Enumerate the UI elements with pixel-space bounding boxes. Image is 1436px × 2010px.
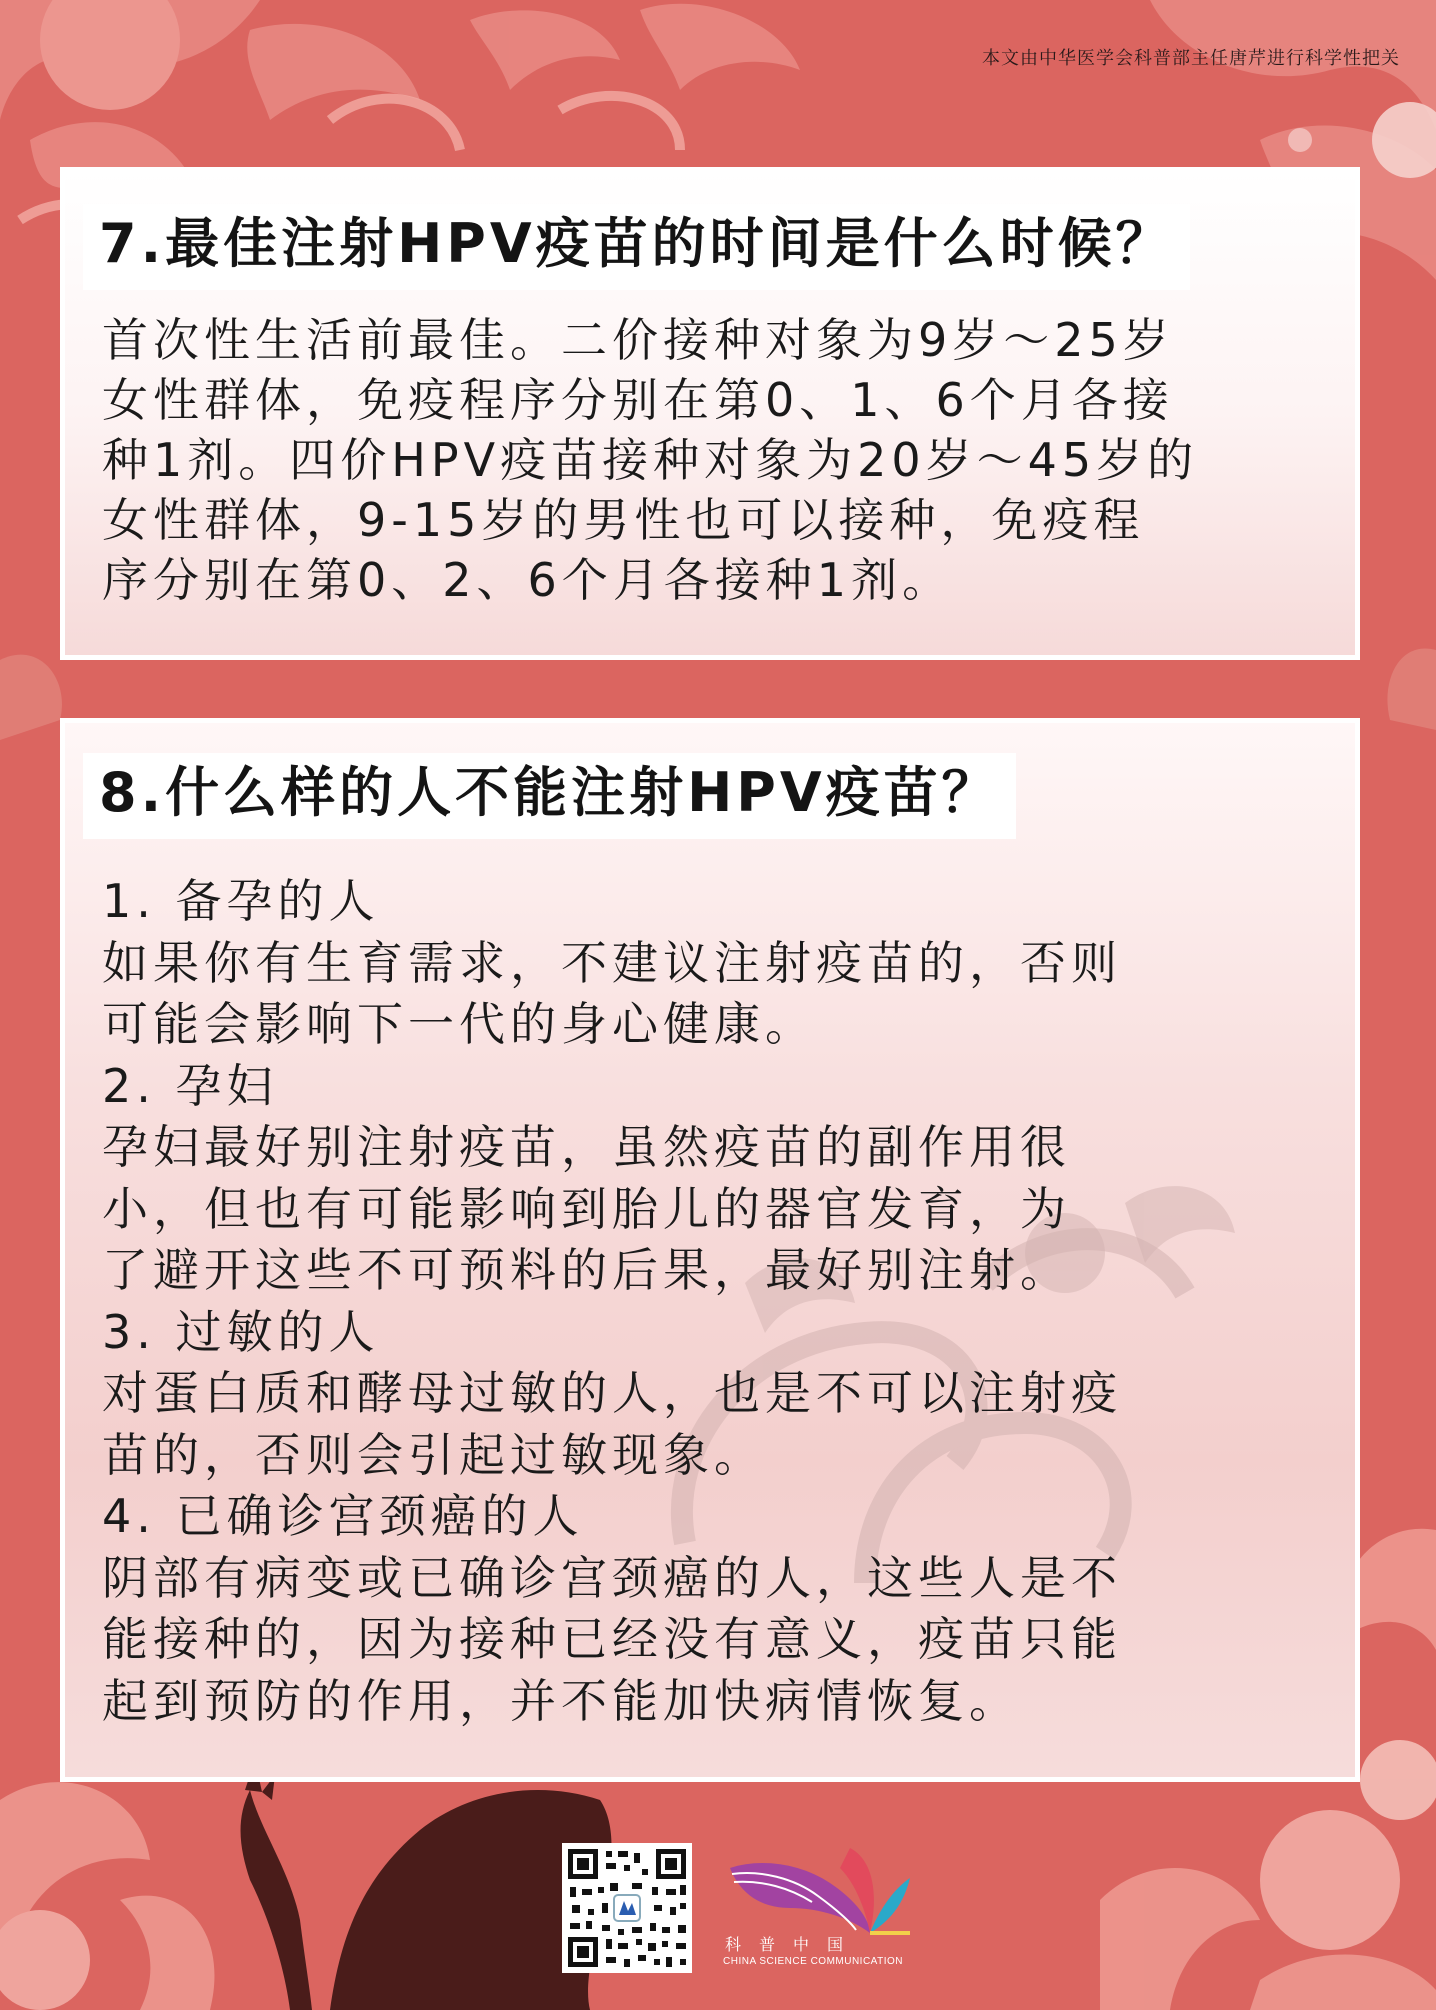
paragraph-line: 小，但也有可能影响到胎儿的器官发育，为 <box>102 1181 1071 1236</box>
paragraph-line: 首次性生活前最佳。二价接种对象为9岁～25岁 <box>102 313 1174 367</box>
paragraph-line: 女性群体，免疫程序分别在第0、1、6个月各接 <box>102 373 1174 427</box>
section-7-title: 7.最佳注射HPV疫苗的时间是什么时候？ <box>83 204 1190 290</box>
paragraph-line: 如果你有生育需求，不建议注射疫苗的，否则 <box>102 935 1122 990</box>
paragraph-line: 阴部有病变或已确诊宫颈癌的人，这些人是不 <box>102 1550 1122 1605</box>
section-7-body <box>102 310 1325 610</box>
paragraph-line: 了避开这些不可预料的后果，最好别注射。 <box>102 1243 1071 1297</box>
paragraph-line: 对蛋白质和酵母过敏的人，也是不可以注射疫 <box>102 1366 1122 1420</box>
paragraph-line: 能接种的，因为接种已经没有意义，疫苗只能 <box>102 1612 1122 1666</box>
paragraph-line: 孕妇最好别注射疫苗，虽然疫苗的副作用很 <box>102 1120 1071 1174</box>
logo-chinese-text: 科普中国 <box>725 1935 862 1954</box>
paragraph-line: 序分别在第0、2、6个月各接种1剂。 <box>102 553 954 607</box>
paragraph-line: 可能会影响下一代的身心健康。 <box>102 997 816 1051</box>
paragraph-line: 起到预防的作用，并不能加快病情恢复。 <box>102 1673 1020 1728</box>
section-7-card <box>60 167 1360 660</box>
logo-english-text: CHINA SCIENCE COMMUNICATION <box>723 1956 903 1967</box>
list-heading: 2. 孕妇 <box>102 1058 278 1113</box>
section-8-card <box>60 718 1360 1782</box>
list-heading: 3. 过敏的人 <box>102 1304 380 1359</box>
paragraph-line: 女性群体，9-15岁的男性也可以接种，免疫程 <box>102 493 1145 547</box>
list-heading: 1. 备孕的人 <box>102 874 380 928</box>
qr-code-icon[interactable] <box>562 1843 692 1973</box>
paragraph-line: 苗的，否则会引起过敏现象。 <box>102 1427 765 1482</box>
section-8-body <box>102 871 1325 1732</box>
section-8-title: 8.什么样的人不能注射HPV疫苗？ <box>83 753 1016 839</box>
list-heading: 4. 已确诊宫颈癌的人 <box>102 1489 584 1543</box>
paragraph-line: 种1剂。四价HPV疫苗接种对象为20岁～45岁的 <box>102 433 1199 487</box>
credit-note: 本文由中华医学会科普部主任唐芹进行科学性把关 <box>982 48 1400 69</box>
